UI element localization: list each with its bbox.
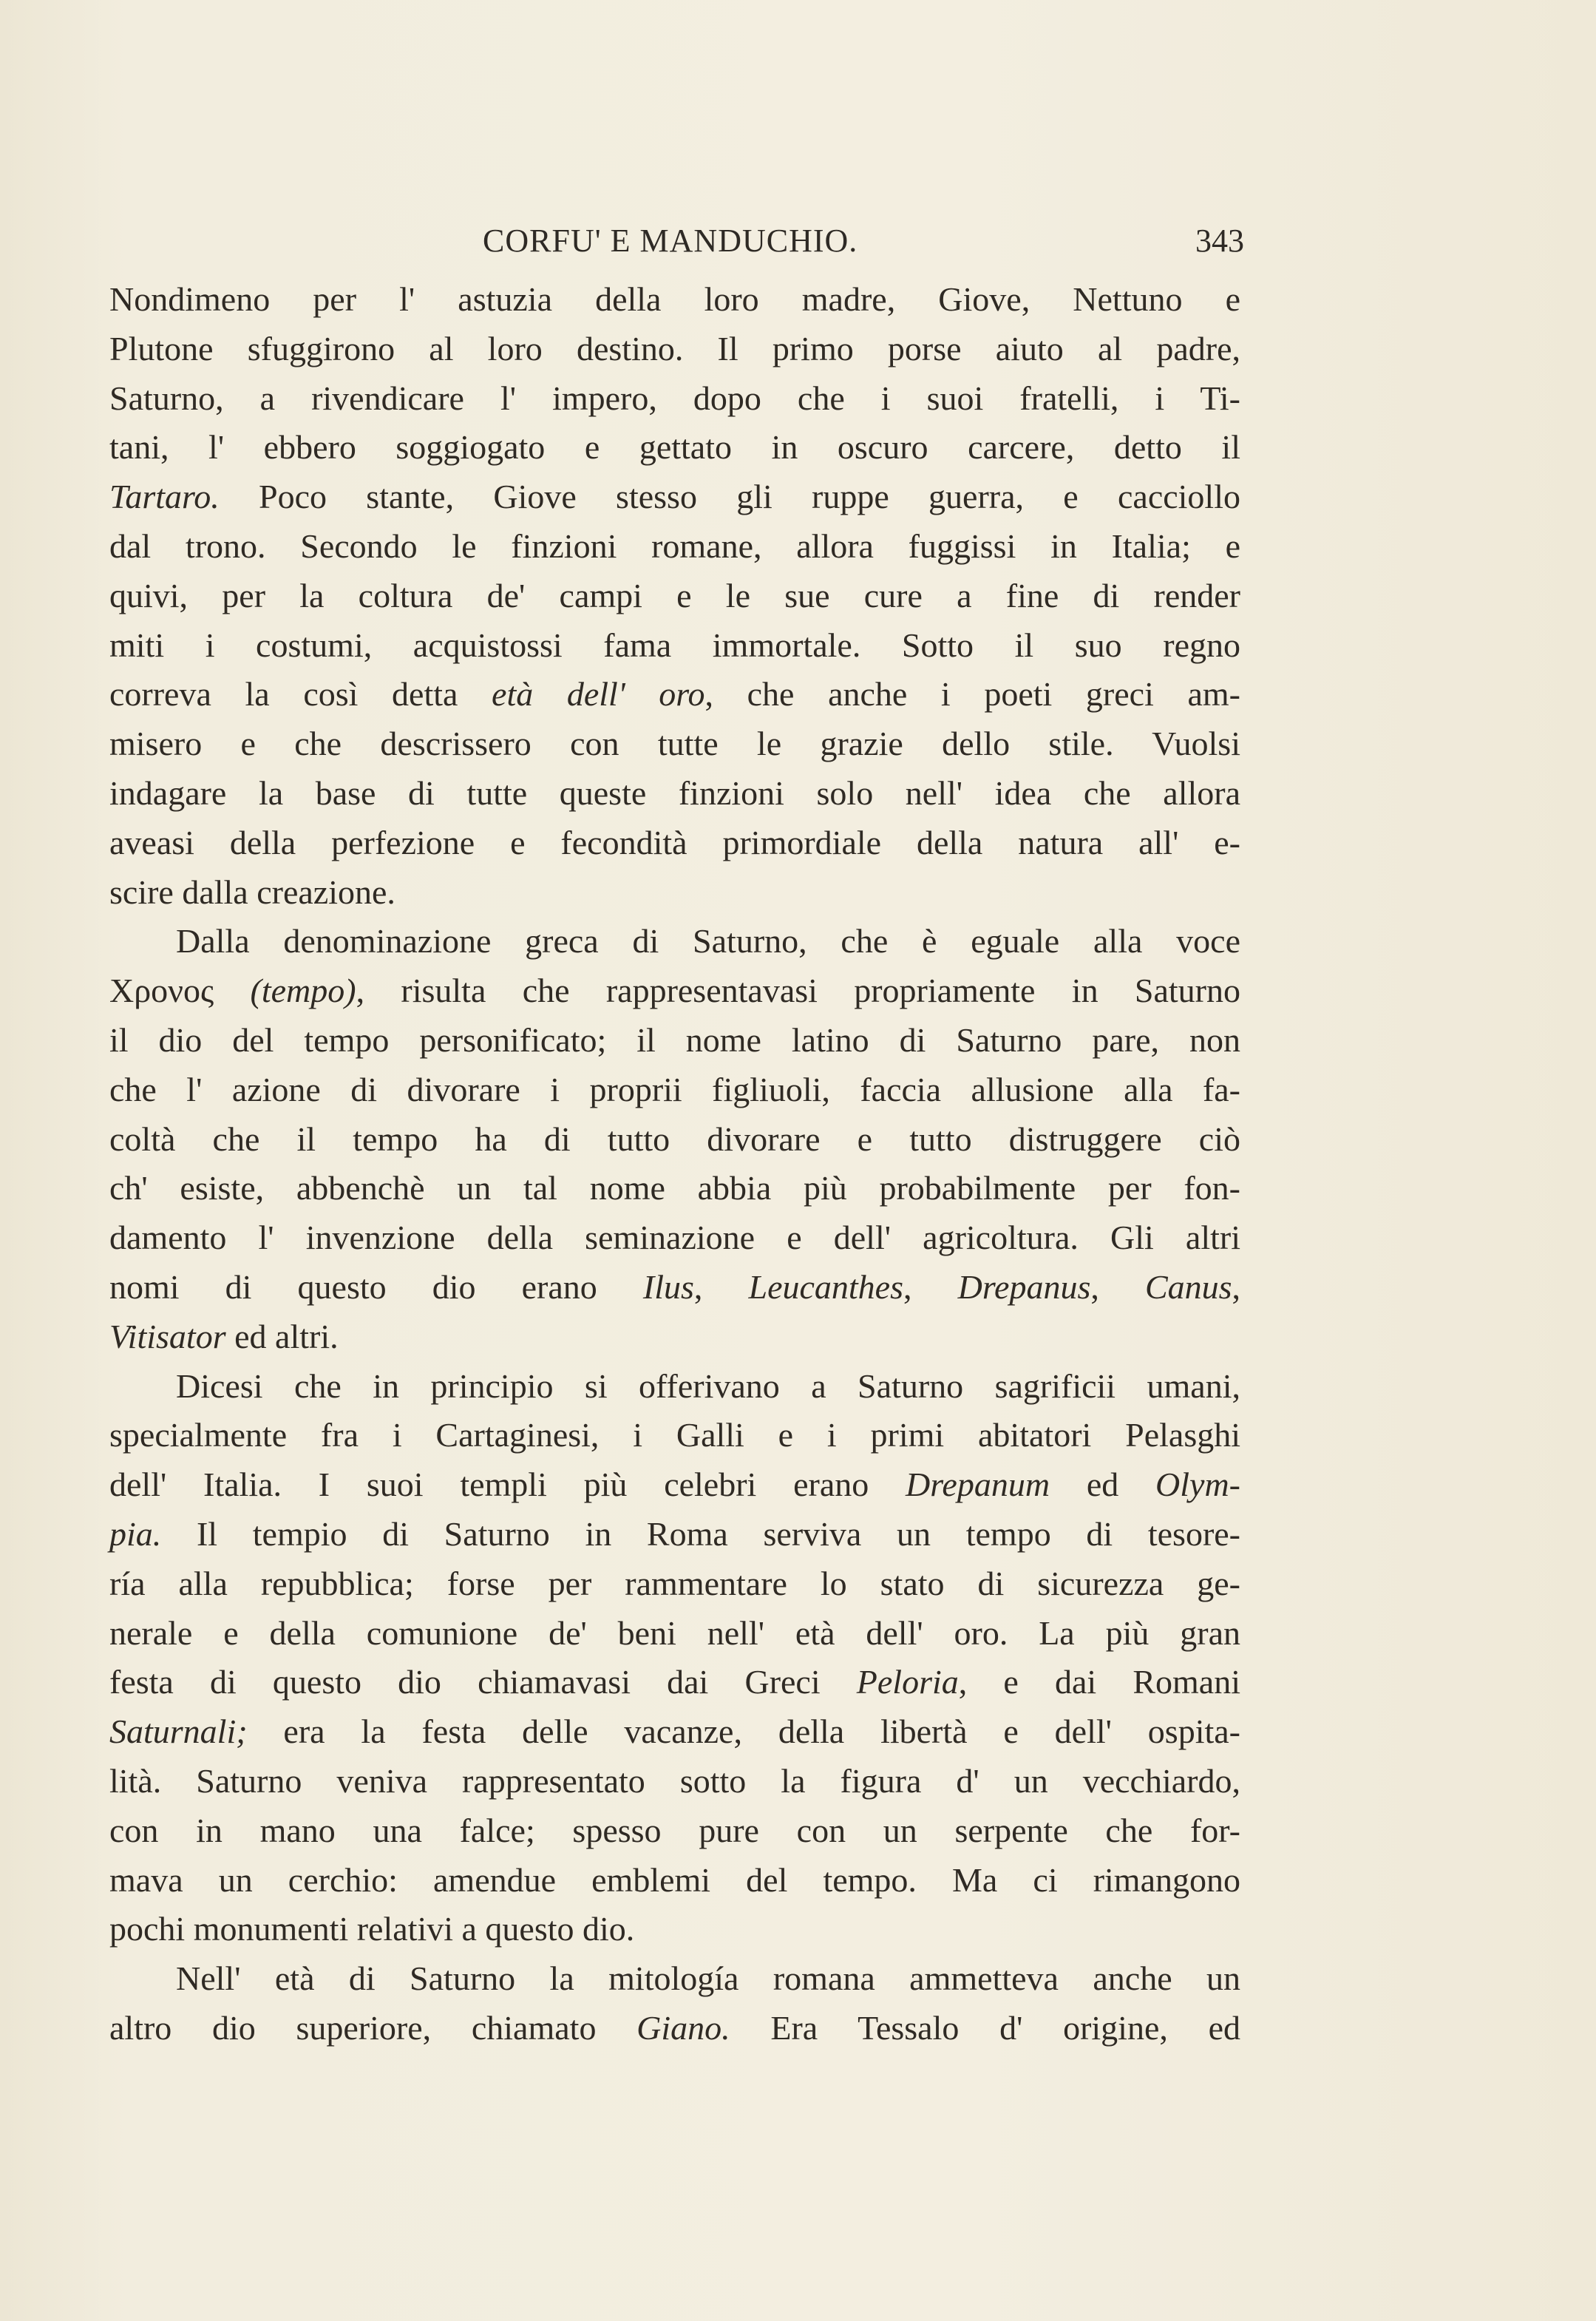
text-line: Vitisator ed altri. bbox=[109, 1317, 339, 1355]
text-line: Nondimeno per l' astuzia della loro madre, Giove, Nettuno e bbox=[109, 280, 1240, 318]
text-line: specialmente fra i Cartaginesi, i Galli e i primi abitatori Pelasghi bbox=[109, 1416, 1240, 1454]
text-line: Nell' età di Saturno la mitología romana ammetteva anche un bbox=[176, 1959, 1240, 1998]
text-line: dal trono. Secondo le finzioni romane, allora fuggissi in Italia; e bbox=[109, 526, 1240, 565]
text-line: che l' azione di divorare i proprii figliuoli, faccia allusione alla fa- bbox=[109, 1070, 1240, 1108]
text-line: Dicesi che in principio si offerivano a Saturno sagrificii umani, bbox=[176, 1366, 1240, 1405]
text-line: damento l' invenzione della seminazione e dell' agricoltura. Gli altri bbox=[109, 1219, 1240, 1257]
page-header bbox=[109, 222, 1248, 266]
text-line: nerale e della comunione de' beni nell' età dell' oro. La più gran bbox=[109, 1613, 1240, 1652]
text-line: miti i costumi, acquistossi fama immortale. Sotto il suo regno bbox=[109, 626, 1240, 664]
page-number: 343 bbox=[1195, 223, 1244, 259]
text-line: nomi di questo dio erano Ilus, Leucanthes, Drepanus, Canus, bbox=[109, 1267, 1241, 1306]
text-line: con in mano una falce; spesso pure con un serpente che for- bbox=[109, 1811, 1240, 1849]
text-line: il dio del tempo personificato; il nome latino di Saturno pare, non bbox=[109, 1020, 1240, 1059]
text-line: correva la così detta età dell' oro, che anche i poeti greci am- bbox=[109, 675, 1240, 714]
text-line: Dalla denominazione greca di Saturno, che è eguale alla voce bbox=[176, 922, 1240, 960]
text-line: pochi monumenti relativi a questo dio. bbox=[109, 1910, 635, 1948]
running-title: CORFU' E MANDUCHIO. bbox=[483, 223, 858, 259]
text-line: Plutone sfuggirono al loro destino. Il primo porse aiuto al padre, bbox=[109, 329, 1240, 367]
text-line: pia. Il tempio di Saturno in Roma serviva un tempo di tesore- bbox=[109, 1514, 1240, 1553]
text-line: festa di questo dio chiamavasi dai Greci Peloria, e dai Romani bbox=[109, 1663, 1240, 1701]
text-line: aveasi della perfezione e fecondità primordiale della natura all' e- bbox=[109, 823, 1240, 861]
text-line: Tartaro. Poco stante, Giove stesso gli ruppe guerra, e cacciollo bbox=[109, 478, 1240, 516]
text-line: ría alla repubblica; forse per rammentare lo stato di sicurezza ge- bbox=[109, 1564, 1240, 1602]
text-line: lità. Saturno veniva rappresentato sotto la figura d' un vecchiardo, bbox=[109, 1761, 1240, 1800]
body-text bbox=[109, 275, 1240, 2053]
text-line: misero e che descrissero con tutte le grazie dello stile. Vuolsi bbox=[109, 725, 1240, 763]
text-line: tani, l' ebbero soggiogato e gettato in oscuro carcere, detto il bbox=[109, 428, 1240, 467]
text-line: scire dalla creazione. bbox=[109, 873, 395, 911]
text-line: Χρονος (tempo), risulta che rappresentavasi propriamente in Saturno bbox=[109, 972, 1240, 1010]
text-line: mava un cerchio: amendue emblemi del tempo. Ma ci rimangono bbox=[109, 1860, 1240, 1899]
text-line: Saturno, a rivendicare l' impero, dopo che i suoi fratelli, i Ti- bbox=[109, 379, 1240, 417]
text-line: indagare la base di tutte queste finzioni solo nell' idea che allora bbox=[109, 773, 1240, 812]
text-line: altro dio superiore, chiamato Giano. Era Tessalo d' origine, ed bbox=[109, 2008, 1240, 2047]
text-line: quivi, per la coltura de' campi e le sue cure a fine di render bbox=[109, 576, 1240, 614]
text-line: dell' Italia. I suoi templi più celebri erano Drepanum ed Olym- bbox=[109, 1466, 1241, 1504]
text-line: ch' esiste, abbenchè un tal nome abbia più probabilmente per fon- bbox=[109, 1169, 1240, 1207]
text-line: coltà che il tempo ha di tutto divorare e tutto distruggere ciò bbox=[109, 1119, 1240, 1158]
text-line: Saturnali; era la festa delle vacanze, della libertà e dell' ospita- bbox=[109, 1712, 1240, 1751]
